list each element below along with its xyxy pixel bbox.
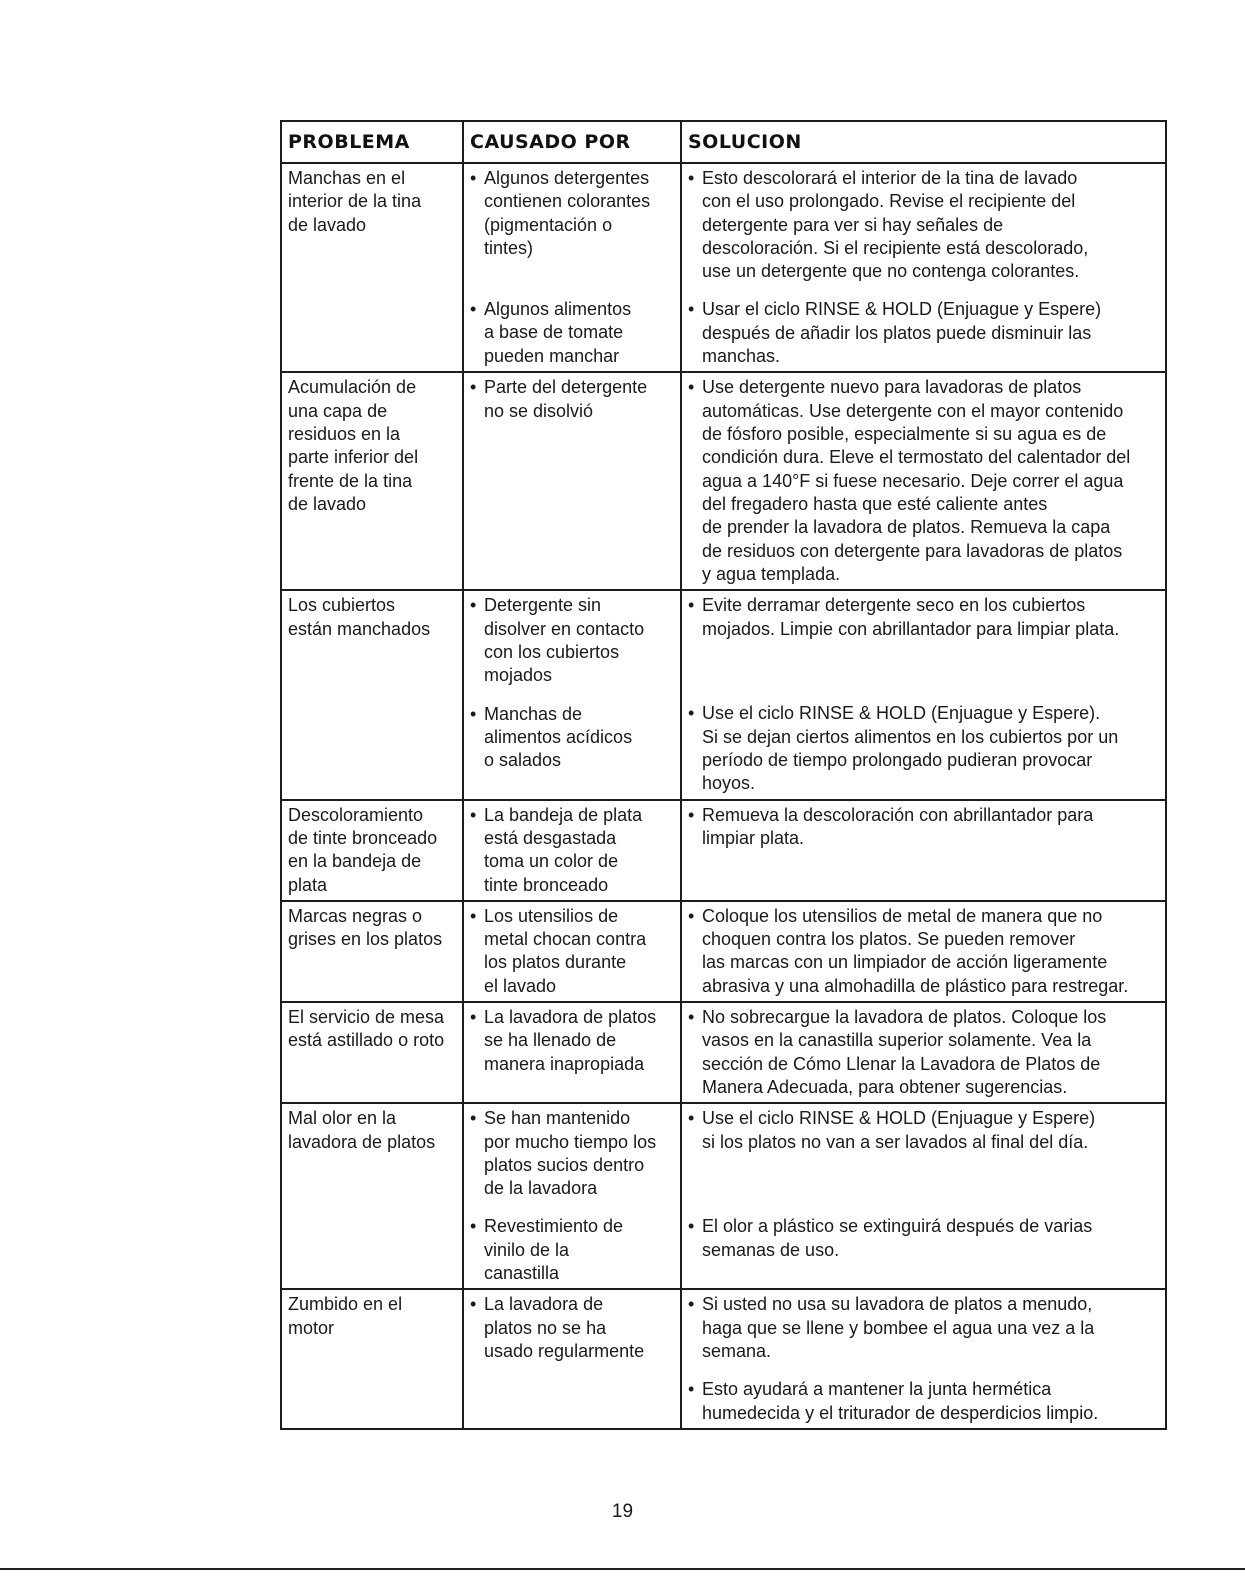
page-bottom-rule xyxy=(0,1568,1245,1570)
cause-item xyxy=(470,594,676,687)
solution-item xyxy=(688,1293,1161,1363)
bullet-icon: • xyxy=(470,377,477,398)
bullet-icon: • xyxy=(688,1007,695,1028)
header-causado-por: CAUSADO POR xyxy=(463,121,681,163)
solution-item xyxy=(688,1378,1161,1425)
solution-text: Esto descolorará el interior de la tina de lavado con el uso prolongado. Revise el recipiente del detergente para ver si hay señales de descoloración. Si el recipiente está descolorado, use un detergente que no contenga colorantes. xyxy=(702,168,1089,282)
cause-item xyxy=(470,1215,676,1285)
problem-text: Descoloramiento de tinte bronceado en la bandeja de plata xyxy=(288,804,438,895)
problem-cell xyxy=(281,901,463,1002)
cause-text: Manchas de alimentos acídicos o salados xyxy=(484,703,633,771)
solution-text: No sobrecargue la lavadora de platos. Coloque los vasos en la canastilla superior solamente. Vea la sección de Cómo Llenar la Lavadora de Platos de Manera Adecuada, para obtener sugerencias. xyxy=(702,1007,1107,1097)
bullet-icon: • xyxy=(470,905,477,926)
cause-text: Se han mantenido por mucho tiempo los platos sucios dentro de la lavadora xyxy=(484,1108,657,1199)
solution-item xyxy=(688,1006,1161,1099)
cause-item xyxy=(470,1006,676,1099)
cause-text: Algunos detergentes contienen colorantes (pigmentación o tintes) xyxy=(484,168,651,258)
problem-text: Acumulación de una capa de residuos en la parte inferior del frente de la tina de lavado xyxy=(288,377,419,514)
table-row xyxy=(281,372,1166,590)
solution-item xyxy=(688,804,1161,897)
cause-text: La lavadora de platos no se ha usado regularmente xyxy=(484,1294,645,1362)
solution-text: Si usted no usa su lavadora de platos a menudo, haga que se llene y bombee el agua una vez a la semana. xyxy=(702,1294,1095,1362)
problem-cell xyxy=(281,163,463,372)
bullet-icon: • xyxy=(688,595,695,616)
table-header-row xyxy=(281,121,1166,163)
solution-item xyxy=(688,298,1161,368)
cause-item xyxy=(470,1378,676,1425)
bullet-icon: • xyxy=(470,804,477,825)
solution-text: Usar el ciclo RINSE & HOLD (Enjuague y Espere) después de añadir los platos puede disminuir las manchas. xyxy=(702,299,1102,367)
cause-text: Los utensilios de metal chocan contra los platos durante el lavado xyxy=(484,905,647,996)
cause-item xyxy=(470,905,676,998)
bullet-icon: • xyxy=(470,168,477,188)
bullet-icon: • xyxy=(470,1294,477,1315)
cause-item xyxy=(470,298,676,368)
bullet-icon: • xyxy=(470,1108,477,1129)
solution-cell xyxy=(681,590,1166,799)
bullet-icon: • xyxy=(470,703,477,724)
solution-text: Use el ciclo RINSE & HOLD (Enjuague y Espere) si los platos no van a ser lavados al final del día. xyxy=(702,1108,1096,1152)
solution-item xyxy=(688,167,1161,283)
problem-cell xyxy=(281,372,463,590)
problem-text: Marcas negras o grises en los platos xyxy=(288,905,443,950)
bullet-icon: • xyxy=(688,299,695,320)
cause-text: Detergente sin disolver en contacto con los cubiertos mojados xyxy=(484,595,645,686)
bullet-icon: • xyxy=(688,1216,695,1237)
cause-item xyxy=(470,376,676,586)
header-solucion: SOLUCION xyxy=(681,121,1166,163)
troubleshooting-table xyxy=(280,120,1167,1430)
table-row xyxy=(281,901,1166,1002)
cause-text: La lavadora de platos se ha llenado de manera inapropiada xyxy=(484,1007,657,1074)
page-number: 19 xyxy=(611,1501,634,1522)
bullet-icon: • xyxy=(470,299,477,319)
cause-text xyxy=(484,1378,676,1425)
bullet-icon: • xyxy=(688,1108,695,1129)
cause-cell xyxy=(463,590,681,799)
solution-cell xyxy=(681,1289,1166,1429)
solution-cell xyxy=(681,372,1166,590)
problem-cell xyxy=(281,590,463,799)
cause-item xyxy=(470,1293,676,1363)
solution-cell xyxy=(681,163,1166,372)
table-row xyxy=(281,163,1166,372)
problem-text: El servicio de mesa está astillado o roto xyxy=(288,1007,445,1051)
solution-cell xyxy=(681,1002,1166,1103)
solution-item xyxy=(688,905,1161,998)
cause-item xyxy=(470,167,676,283)
solution-text: Remueva la descoloración con abrillantador para limpiar plata. xyxy=(702,804,1094,848)
bullet-icon: • xyxy=(470,595,477,616)
cause-cell xyxy=(463,1289,681,1429)
problem-text: Zumbido en el motor xyxy=(288,1294,403,1338)
table-body xyxy=(281,163,1166,1429)
cause-item xyxy=(470,1107,676,1200)
problem-cell xyxy=(281,1002,463,1103)
problem-cell xyxy=(281,1289,463,1429)
cause-cell xyxy=(463,901,681,1002)
header-problema: PROBLEMA xyxy=(281,121,463,163)
solution-text: Use el ciclo RINSE & HOLD (Enjuague y Espere). Si se dejan ciertos alimentos en los cubiertos por un período de tiempo prolongado pudieran provocar hoyos. xyxy=(702,703,1119,794)
cause-text: La bandeja de plata está desgastada toma un color de tinte bronceado xyxy=(484,804,643,895)
cause-cell xyxy=(463,800,681,901)
bullet-icon: • xyxy=(688,377,695,398)
cause-cell xyxy=(463,372,681,590)
cause-text: Revestimiento de vinilo de la canastilla xyxy=(484,1216,624,1284)
bullet-icon: • xyxy=(688,1294,695,1315)
bullet-icon: • xyxy=(688,1379,695,1400)
cause-text: Parte del detergente no se disolvió xyxy=(484,377,648,421)
solution-item xyxy=(688,594,1161,687)
solution-text: Evite derramar detergente seco en los cubiertos mojados. Limpie con abrillantador para limpiar plata. xyxy=(702,595,1120,639)
table-row xyxy=(281,1103,1166,1289)
cause-cell xyxy=(463,1002,681,1103)
cause-cell xyxy=(463,1103,681,1289)
problem-text: Mal olor en la lavadora de platos xyxy=(288,1108,436,1152)
solution-item xyxy=(688,702,1161,795)
solution-item xyxy=(688,376,1161,586)
solution-text: Coloque los utensilios de metal de manera que no choquen contra los platos. Se pueden remover las marcas con un limpiador de acción ligeramente abrasiva y una almohadilla de plástico para restregar. xyxy=(702,905,1129,996)
solution-cell xyxy=(681,901,1166,1002)
bullet-icon: • xyxy=(470,1216,477,1237)
bullet-icon xyxy=(470,1378,484,1425)
cause-cell xyxy=(463,163,681,372)
solution-text: Esto ayudará a mantener la junta hermética humedecida y el triturador de desperdicios limpio. xyxy=(702,1379,1099,1423)
problem-cell xyxy=(281,800,463,901)
table-row xyxy=(281,1002,1166,1103)
cause-item xyxy=(470,804,676,897)
cause-text: Algunos alimentos a base de tomate pueden manchar xyxy=(484,299,632,366)
bullet-icon: • xyxy=(688,703,695,724)
bullet-icon: • xyxy=(688,804,695,825)
solution-item xyxy=(688,1215,1161,1285)
bullet-icon: • xyxy=(688,168,695,188)
table-row xyxy=(281,590,1166,799)
problem-text: Manchas en el interior de la tina de lavado xyxy=(288,168,422,235)
solution-cell xyxy=(681,1103,1166,1289)
cause-item xyxy=(470,703,676,796)
bullet-icon: • xyxy=(470,1007,477,1028)
table-row xyxy=(281,1289,1166,1429)
table-row xyxy=(281,800,1166,901)
solution-text: Use detergente nuevo para lavadoras de platos automáticas. Use detergente con el mayor contenido de fósforo posible, especialmente si su agua es de condición dura. Eleve el termostato del calentador del agua a 140°F si fuese necesario. Deje correr el agua del fregadero hasta que esté caliente antes de prender la lavadora de platos. Remueva la capa de residuos con detergente para lavadoras de platos y agua templada. xyxy=(702,377,1131,584)
bullet-icon: • xyxy=(688,905,695,926)
solution-cell xyxy=(681,800,1166,901)
problem-text: Los cubiertos están manchados xyxy=(288,595,431,639)
problem-cell xyxy=(281,1103,463,1289)
solution-text: El olor a plástico se extinguirá después de varias semanas de uso. xyxy=(702,1216,1093,1260)
solution-item xyxy=(688,1107,1161,1200)
